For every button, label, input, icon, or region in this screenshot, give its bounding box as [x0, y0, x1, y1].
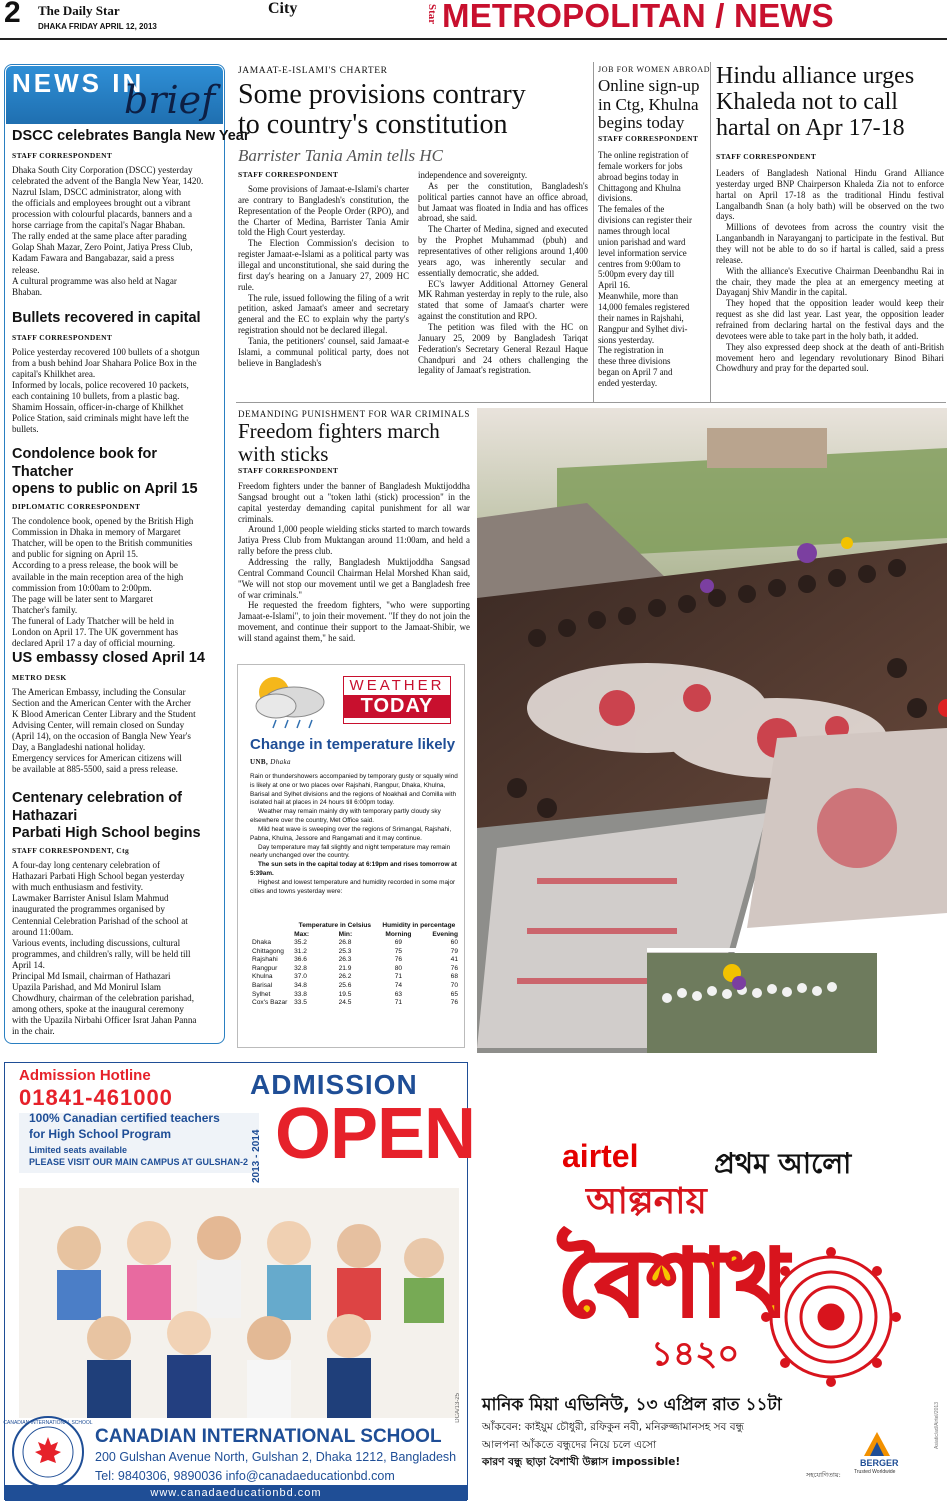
seal-text: CANADIAN INTERNATIONAL SCHOOL [3, 1420, 93, 1426]
brief-item [12, 310, 222, 435]
jamaat-col1 [238, 184, 409, 369]
value-cell: 35.2 [294, 939, 307, 947]
paragraph: Weather may remain mainly dry with temporary partly cloudy sky elsewhere over the country, Met Office said. [250, 808, 441, 825]
children-photo [19, 1188, 459, 1418]
paragraph: The Election Commission's decision to register Jamaat-e-Islami as a political party was illegal and unconstitutional, she said during the first day's hearing on a January 27, 2009 HC rule. [238, 238, 409, 292]
weather-row [250, 948, 460, 957]
weather-byline [250, 758, 291, 766]
school-contact[interactable]: Tel: 9840306, 9890036 info@canadaeducationbd.com [95, 1469, 395, 1483]
value-cell: 68 [450, 973, 458, 981]
abroad-body: The online registration of female workers for jobs abroad begins today in Chittagong and Khulna divisions. The females of the divisions can register their names through local union parishad and ward level information service centres from 9:00am to 5:00pm every day till April 16. Meanwhile, more than 14,000 females registered their names in Rajshahi, Rangpur and Sylhet divi- sions yesterday. The registration in these three divisions began on April 7 and ended yesterday. [598, 150, 692, 389]
city-cell: Barisal [252, 981, 273, 989]
brief-headline: Condolence book for Thatcher opens to public on April 15 [12, 446, 198, 498]
school-website[interactable]: www.canadaeducationbd.com [5, 1485, 467, 1501]
value-cell: 33.8 [294, 990, 307, 998]
masthead: The Daily Star [38, 3, 120, 18]
column-rule [593, 62, 594, 402]
value-cell: 80 [394, 964, 403, 972]
city-cell: Sylhet [252, 990, 271, 998]
ad-code: DCA/13-25 [455, 1393, 461, 1423]
brief-byline: STAFF CORRESPONDENT, Ctg [12, 846, 130, 856]
city-cell: Rajshahi [252, 956, 278, 964]
ad-line: PLEASE VISIT OUR MAIN CAMPUS AT GULSHAN-2 [29, 1157, 249, 1167]
brief-body: A four-day long centenary celebration of Hathazari Parbati High School began yesterday with much enthusiasm and festivity. Lawmaker Barrister Anisul Islam Mahmud inaugurated the programmes organised by Centennial Celebration Parishad of the school at around 11:00am. Various events, including discussions, cultural programmes, and children's rally, will be held till April 14. Principal Md Ismail, chairman of Hathazari Upazila Parishad, and Md Monirul Islam Chowdhury, chairman of the celebration parishad, among others, spoke at the inaugural ceremony with the Upazila Nirbahi Officer Israt Jahan Panna in the chair. [12, 860, 197, 1037]
weather-byline-agency: UNB, [250, 758, 269, 766]
weather-label-box [343, 676, 451, 724]
event-line: আলপনা আঁকতে বন্ধুদের নিয়ে চলে এসো [482, 1439, 657, 1451]
brief-item [12, 790, 222, 1038]
weather-label: WEATHER [349, 677, 445, 694]
value-cell: 21.9 [338, 964, 352, 972]
weather-row [250, 991, 460, 1000]
brief-headline: Bullets recovered in capital [12, 310, 201, 326]
brief-byline: DIPLOMATIC CORRESPONDENT [12, 502, 141, 512]
value-cell: 69 [394, 939, 403, 947]
sun-times: The sun sets in the capital today at 6:19pm and rises tomorrow at 5:39am. [250, 861, 457, 878]
value-cell: 76 [394, 956, 403, 964]
page-number: 2 [4, 0, 21, 29]
paragraph: Addressing the rally, Bangladesh Muktijoddha Sangsad Central Command Council Chairman Helal Morshed Khan said, "We will not stop our movement until we get a Bangladesh free of war criminals." [238, 557, 470, 600]
value-cell: 76 [450, 999, 458, 1007]
city-cell: Khulna [252, 973, 273, 981]
th-min: Min: [338, 930, 353, 938]
freedom-headline: Freedom fighters march with sticks [238, 419, 440, 467]
brief-body: The American Embassy, including the Consular Section and the American Center with the Archer K Blood American Center Library and the Student Advising Center, will remain closed on Sunday (April 14), on the occasion of Bangla New Year's Day, a Bangladeshi national holiday. Emergency services for American citizens will be available at 885-5500, said a press release. [12, 686, 196, 775]
brief-headline: US embassy closed April 14 [12, 650, 205, 666]
city-cell: Chittagong [252, 947, 284, 955]
ad-line: 100% Canadian certified teachers [29, 1111, 220, 1125]
paragraph: Mild heat wave is sweeping over the regions of Srimangal, Rajshahi, Pabna, Khulna, Jessore and Rangamati and it may continue. [250, 825, 452, 842]
brief-byline: STAFF CORRESPONDENT [12, 332, 113, 342]
school-address: 200 Gulshan Avenue North, Gulshan 2, Dhaka 1212, Bangladesh [95, 1450, 457, 1464]
bangla-year: ১৪২০ [651, 1334, 740, 1374]
value-cell: 71 [394, 999, 403, 1007]
value-cell: 41 [450, 956, 458, 964]
weather-row [250, 999, 460, 1008]
airtel-brand: airtel [562, 1138, 639, 1174]
paragraph: Leaders of Bangladesh National Hindu Grand Alliance yesterday urged BNP Chairperson Khaleda Zia not to enforce hartal on April 17-18 as the traditional Hindu festival Langalbandh Snan (a holy bath) will be observed on the two days. [716, 168, 944, 222]
brief-headline: DSCC celebrates Bangla New Year [12, 128, 250, 144]
jamaat-byline: STAFF CORRESPONDENT [238, 170, 339, 179]
year-label: 2013 - 2014 [251, 1129, 262, 1183]
weather-byline-place: Dhaka [270, 758, 291, 766]
hindu-body [716, 168, 944, 374]
brief-byline: METRO DESK [12, 672, 67, 682]
section-rule [236, 402, 946, 403]
weather-row [250, 956, 460, 965]
event-credits: আঁকবেন: কাইয়ুম চৌধুরী, রফিকুন নবী, মনিরুজ্জামানসহ সব বন্ধু [482, 1421, 744, 1433]
brief-body: Dhaka South City Corporation (DSCC) yesterday celebrated the advent of the Bangla New Year, 1420. Nazrul Islam, DSCC administrator, along with the officials and employees brought out a vibrant procession with colourful placards, banners and a horse carriage from the capital's Nagar Bhaban. The rally ended at the same place after parading Golap Shah Mazar, Zero Point, Jatiya Press Club, Kadam Fawara and Bangabazar, said a press release. A cultural programme was also held at Nagar Bhaban. [12, 164, 204, 297]
sponsor-name: BERGER [860, 1458, 899, 1468]
value-cell: 19.5 [338, 990, 352, 998]
hindu-byline: STAFF CORRESPONDENT [716, 152, 817, 161]
th-temperature: Temperature in Celsius [298, 922, 372, 929]
value-cell: 71 [394, 973, 403, 981]
hotline-label: Admission Hotline [19, 1067, 151, 1084]
berger-logo-icon [864, 1432, 890, 1456]
value-cell: 79 [450, 947, 458, 955]
paragraph: Freedom fighters under the banner of Bangladesh Muktijoddha Sangsad brought out a "token lathi (stick) procession" in the capital yesterday demanding capital punishment for all war criminals. [238, 481, 470, 524]
value-cell: 36.6 [294, 956, 307, 964]
value-cell: 32.8 [294, 964, 307, 972]
event-venue: মানিক মিয়া এভিনিউ, ১৩ এপ্রিল রাত ১১টা [482, 1395, 782, 1415]
section-title: METROPOLITAN / NEWS [442, 0, 834, 34]
brief-item [12, 128, 250, 298]
value-cell: 65 [450, 990, 458, 998]
brief-body: The condolence book, opened by the British High Commission in Dhaka in memory of Margaret Thatcher, will be open to the British communities and public for signing on April 15. According to a press release, the book will be available in the main reception area of the high commission from 10:00am to 2:00pm. The page will be later sent to Margaret Thatcher's family. The funeral of Lady Thatcher will be held in London on April 17. The UK government has declared April 17 a day of official mourning. [12, 516, 194, 649]
ad-code: Asiatic/ad/Airtel/2013 [934, 1402, 940, 1449]
paragraph: They hoped that the opposition leader would keep their request as she did last year. Last year, the opposition leader refrained from declaring hartal on the festival days and the devotees were able to take part in the holy bath, it added. [716, 298, 944, 341]
festival-photos [477, 408, 947, 1053]
city-cell: Dhaka [252, 939, 272, 947]
paragraph: They also expressed deep shock at the death of anti-British movement hero and legendary revolutionary Binod Bihari Chowdhury and pray for the departed soul. [716, 341, 944, 374]
value-cell: 25.3 [338, 947, 352, 955]
value-cell: 76 [450, 964, 458, 972]
weather-headline: Change in temperature likely [250, 736, 456, 753]
brief-body: Police yesterday recovered 100 bullets of a shotgun from a bush behind Joar Shahara Police Box in the capital's Khilkhet area. Informed by locals, police recovered 10 packets, each containing 10 bullets, from a plastic bag. Shamim Hossain, officer-in-charge of Khilkhet Police Station, said criminals might have left the bullets. [12, 346, 200, 435]
weather-row [250, 982, 460, 991]
abroad-byline: STAFF CORRESPONDENT [598, 134, 699, 143]
brief-item [12, 446, 222, 649]
paragraph: He requested the freedom fighters, "who were supporting Jamaat-e-Islami", to join their movement. "If they do not join the movement, and continue their support to the Jamaat-Shibir, we will stand against them," he said. [238, 600, 470, 644]
header-rule [0, 38, 947, 40]
paragraph: Highest and lowest temperature and humidity recorded in some major cities and towns yesterday were: [250, 878, 456, 895]
weather-table [250, 922, 460, 1008]
airtel-ad[interactable] [476, 1062, 947, 1500]
paragraph: Rain or thundershowers accompanied by temporary gusty or squally wind is likely at one or two places over Rajshahi, Rangpur, Dhaka, Khulna, Barisal and Sylhet divisions and the regions of Noakhali and Comilla with isolated hail at places in 24 hours till 6:00pm today. [250, 773, 458, 807]
city-cell: Rangpur [252, 964, 278, 972]
value-cell: 31.2 [294, 947, 307, 955]
hotline-number[interactable]: 01841-461000 [19, 1085, 173, 1110]
photo-collage [477, 408, 947, 1053]
value-cell: 60 [450, 939, 458, 947]
abroad-kicker: JOB FOR WOMEN ABROAD [598, 65, 711, 74]
paragraph: The petition was filed with the HC on January 25, 2009 by Bangladesh Tariqat Federation's Secretary General Rezaul Haque Chandpuri and 24 others challenging the legality of Jamaat's registration. [418, 322, 588, 376]
paragraph: Tania, the petitioners' counsel, said Jamaat-e Islami, a communal political party, does not believe in Bangladesh's [238, 336, 409, 368]
value-cell: 34.8 [294, 981, 307, 989]
jamaat-kicker: JAMAAT-E-ISLAMI'S CHARTER [238, 66, 388, 76]
city-cell: Cox's Bazar [252, 999, 288, 1007]
th-evening: Evening [432, 930, 458, 938]
event-line: কারণ বন্ধু ছাড়া বৈশাখী উল্লাস impossible! [482, 1456, 681, 1468]
cloud-rain-icon [246, 672, 341, 730]
open-word: OPEN [275, 1094, 476, 1174]
paragraph: Day temperature may fall slightly and night temperature may remain nearly unchanged over the country. [250, 843, 451, 860]
city-label: City [268, 0, 298, 17]
news-in-brief-title: NEWS IN [12, 68, 145, 98]
school-seal-icon [3, 1415, 93, 1489]
value-cell: 63 [394, 990, 403, 998]
today-label: TODAY [344, 695, 450, 718]
brief-headline: Centenary celebration of Hathazari Parbati High School begins [12, 790, 201, 842]
value-cell: 26.3 [338, 956, 352, 964]
hindu-headline: Hindu alliance urges Khaleda not to call hartal on Apr 17-18 [716, 63, 915, 141]
brief-item [12, 650, 222, 775]
weather-row [250, 965, 460, 974]
ad-line: Limited seats available [29, 1145, 128, 1155]
jamaat-headline: Some provisions contrary to country's constitution [238, 79, 526, 141]
value-cell: 26.2 [338, 973, 352, 981]
sponsor-label: সহযোগিতায়: [806, 1471, 841, 1479]
value-cell: 74 [394, 981, 403, 989]
paragraph: Millions of devotees from across the country visit the Langanbandh in Narayanganj to participate in the festival. But they will not be able to do so if hartal is called, said a press release. [716, 222, 944, 265]
school-name: CANADIAN INTERNATIONAL SCHOOL [95, 1426, 442, 1447]
ad-line: for High School Program [29, 1127, 172, 1141]
weather-row [250, 939, 460, 948]
dateline: DHAKA FRIDAY APRIL 12, 2013 [38, 22, 157, 31]
freedom-byline: STAFF CORRESPONDENT [238, 466, 339, 475]
value-cell: 37.0 [294, 973, 307, 981]
th-humidity: Humidity in percentage [382, 922, 456, 929]
th-max: Max: [294, 930, 310, 938]
paragraph: As per the constitution, Bangladesh's political parties cannot have an office abroad, but Jamaat was floated in India and has offices abroad, she said. [418, 180, 588, 224]
school-ad[interactable] [3, 1062, 476, 1500]
abroad-headline: Online sign-up in Ctg, Khulna begins today [598, 76, 700, 133]
brief-byline: STAFF CORRESPONDENT [12, 150, 113, 160]
alponay-title: আল্পনায় [586, 1181, 707, 1222]
value-cell: 24.5 [338, 999, 352, 1007]
weather-body [250, 773, 462, 897]
value-cell: 70 [450, 981, 458, 989]
paragraph: The rule, issued following the filing of a writ petition, asked Jamaat's ameer and secretary general and the EC to explain why the party's registration should not be declared illegal. [238, 292, 409, 336]
paragraph: The Charter of Medina, signed and executed by the Prophet Muhammad (pbuh) and representatives of other religions around 1,400 years ago, was inherently secular and essentially democratic, she added. [418, 224, 588, 278]
jamaat-subhead: Barrister Tania Amin tells HC [238, 146, 443, 165]
paragraph: Around 1,000 people wielding sticks started to march towards Jatiya Press Club from Muktangan around 11:00am, and held a rally before the press club. [238, 524, 470, 557]
value-cell: 75 [394, 947, 403, 955]
news-in-brief-script: brief [124, 78, 216, 122]
boishakh-title: বৈশাখ [558, 1230, 788, 1337]
th-morning: Morning [385, 930, 412, 938]
freedom-body [238, 481, 470, 644]
column-rule [710, 62, 711, 402]
value-cell: 25.6 [338, 981, 352, 989]
sponsor-tagline: Trusted Worldwide [854, 1469, 896, 1475]
jamaat-col2 [418, 170, 588, 376]
value-cell: 26.8 [338, 939, 352, 947]
paragraph: With the alliance's Executive Chairman Deenbandhu Rai in the chair, they made the plea at an emergency meeting at Dayaganj Shiv Mandir in the capital. [716, 265, 944, 298]
admission-word: ADMISSION [250, 1069, 418, 1100]
paragraph: independence and sovereignty. [418, 170, 528, 180]
star-logo: Star [426, 4, 438, 25]
freedom-kicker: DEMANDING PUNISHMENT FOR WAR CRIMINALS [238, 409, 470, 419]
paragraph: EC's lawyer Additional Attorney General MK Rahman yesterday in reply to the rule, also stated that some of Jamaat's charter were against the constitution and RPO. [418, 278, 588, 322]
prothom-alo-brand: প্রথম আলো [714, 1147, 852, 1180]
value-cell: 33.5 [294, 999, 307, 1007]
weather-row [250, 973, 460, 982]
paragraph: Some provisions of Jamaat-e-Islami's charter are contrary to Bangladesh's constitution, the Representation of the People Order (RPO), and the Charter of Medina, Barrister Tania Amir told the High Court yesterday. [238, 184, 409, 238]
